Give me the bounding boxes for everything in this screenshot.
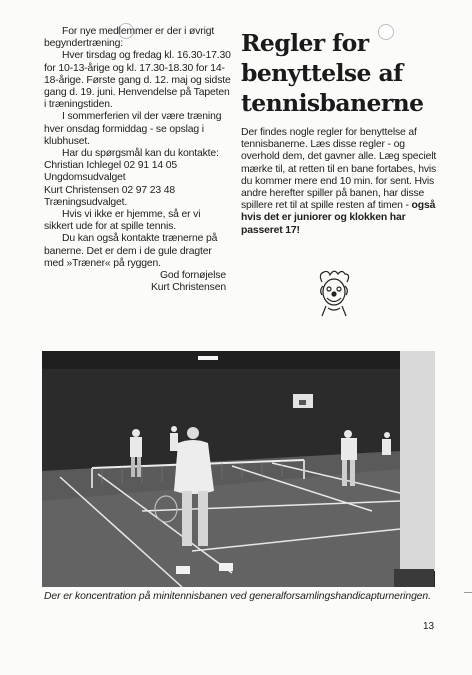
paragraph: I sommerferien vil der være træning hver onsdag formiddag - se opslag i klubhuset. — [44, 111, 222, 147]
headline-line: Regler for — [241, 29, 369, 57]
clown-mascot-illustration — [314, 268, 354, 318]
article — [241, 28, 441, 237]
paragraph: Har du spørgsmål kan du kontakte: — [62, 148, 219, 160]
margin-mark — [464, 592, 472, 593]
page-number: 13 — [423, 621, 435, 632]
headline-line: benyttelse af — [241, 59, 403, 87]
paragraph: Du kan også kontakte trænerne på banerne. Det er dem i de gule dragter med »Træner« på ryggen. — [44, 233, 218, 269]
article-body-emphasis: også hvis det er juniorer og klokken har passeret 17! — [241, 200, 436, 236]
paragraph: Hver tirsdag og fredag kl. 16.30-17.30 for 10-13-årige og kl. 17.30-18.30 for 14-18-årige. Første gang d. 12. maj og sidste gang d. 19. juni. Henvendelse på Tapeten i træningstiden. — [44, 50, 231, 111]
left-column-text — [44, 26, 232, 294]
signature: Kurt Christensen — [151, 282, 226, 294]
photo-indoor-tennis — [42, 351, 435, 587]
contact-line: Kurt Christensen 02 97 23 48 Træningsudvalget. — [44, 184, 175, 208]
headline-line: tennisbanerne — [241, 89, 424, 117]
article-body — [241, 127, 441, 237]
sign-off: God fornøjelse — [159, 270, 226, 282]
article-headline — [241, 28, 441, 118]
paragraph: For nye medlemmer er der i øvrigt begyndertræning: — [44, 26, 215, 50]
paragraph: Hvis vi ikke er hjemme, så er vi sikkert ude for at spille tennis. — [44, 209, 201, 233]
photo-caption: Der er koncentration på minitennisbanen ved generalforsamlingshandicapturneringen. — [44, 591, 431, 602]
article-body-text: Der findes nogle regler for benyttelse af tennisbanerne. Læs disse regler - og overhold dem, det gavner alle. Læg specielt mærke til, at retten til en bane fortabes, hvis du kommer mere end 10 min. for sent. Hvis andre herefter spiller på banen, har disse spillere ret til at spille resten af timen - — [241, 127, 437, 212]
contact-line: Christian Ichlegel 02 91 14 05 Ungdomsudvalget — [44, 160, 177, 184]
